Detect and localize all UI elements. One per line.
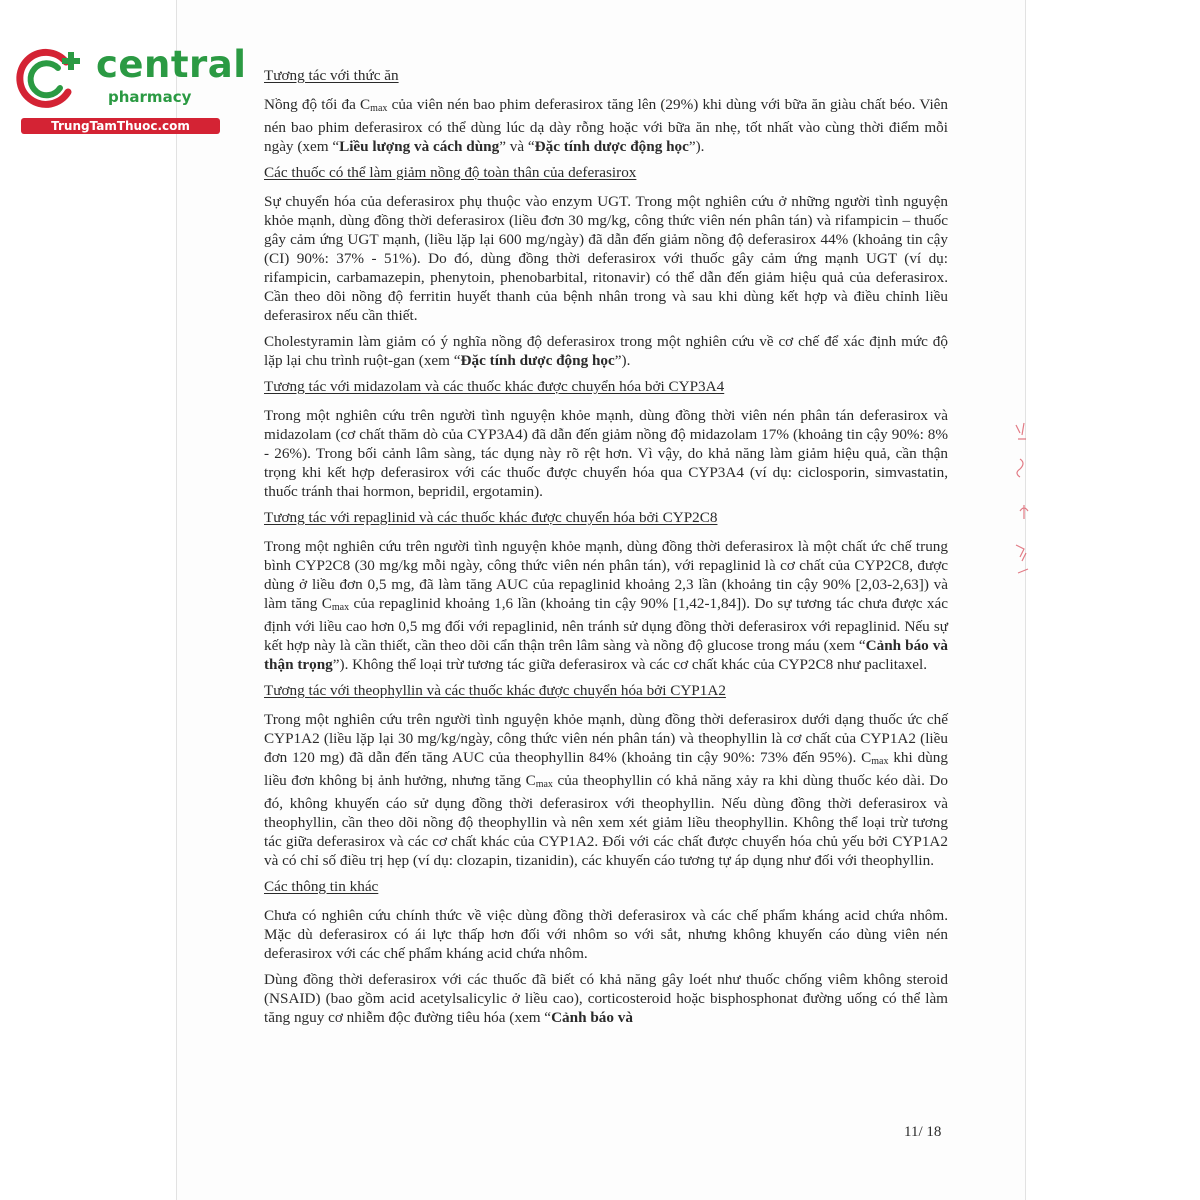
subscript: max bbox=[370, 103, 388, 114]
bold-reference: Liều lượng và cách dùng bbox=[339, 138, 500, 155]
section-paragraph bbox=[264, 906, 948, 963]
text-run: ”). Không thể loại trừ tương tác giữa deferasirox và các cơ chất khác của CYP2C8 như paclitaxel. bbox=[332, 656, 928, 673]
text-run: Trong một nghiên cứu trên người tình nguyện khỏe mạnh, dùng đồng thời deferasirox dưới dạng thuốc ức chế CYP1A2 (liều lặp lại 30 mg/kg/ngày, công thức viên nén phân tán) và theophyllin là cơ chất của CYP1A2 (liều đơn 120 mg) đã dẫn đến tăng AUC của theophyllin 84% (khoảng tin cậy 90%: 73% đến 95%). C bbox=[264, 711, 948, 766]
bold-reference: Đặc tính dược động học bbox=[460, 352, 615, 369]
subscript: max bbox=[331, 602, 350, 613]
logo-subtitle: pharmacy bbox=[108, 88, 192, 106]
text-run: Sự chuyển hóa của deferasirox phụ thuộc vào enzym UGT. Trong một nghiên cứu ở những người tình nguyện khỏe mạnh, dùng đồng thời deferasirox (liều đơn 30 mg/kg, công thức viên nén phân tán) và rifampicin – thuốc gây cảm ứng UGT mạnh, (liều lặp lại 600 mg/ngày) đã dẫn đến giảm nồng độ deferasirox 44% (khoảng tin cậy (CI) 90%: 37% - 51%). Do đó, dùng đồng thời deferasirox với thuốc gây cảm ứng mạnh UGT (ví dụ: rifampicin, carbamazepin, phenytoin, phenobarbital, ritonavir) có thể dẫn đến giảm hiệu quả của deferasirox. Cần theo dõi nồng độ ferritin huyết thanh của bệnh nhân trong và sau khi dùng kết hợp và điều chỉnh liều deferasirox nếu cần thiết. bbox=[264, 193, 948, 324]
bold-reference: Cảnh báo và thận trọng bbox=[264, 637, 948, 673]
section-paragraph bbox=[264, 537, 948, 674]
text-run: Trong một nghiên cứu trên người tình nguyện khỏe mạnh, dùng đồng thời deferasirox là một chất ức chế trung bình CYP2C8 (30 mg/kg mỗi ngày, công thức viên nén phân tán), với repaglinid là cơ chất của CYP2C8, được dùng ở liều đơn 0,5 mg, đã làm tăng AUC của repaglinid khoảng 2,3 lần (khoảng tin cậy 90% [2,03-2,63]) và làm tăng C bbox=[264, 538, 948, 612]
section-paragraph bbox=[264, 192, 948, 325]
central-pharmacy-logo[interactable] bbox=[10, 38, 247, 138]
text-run: ”). bbox=[688, 138, 705, 155]
section-paragraph bbox=[264, 710, 948, 870]
subscript: max bbox=[535, 779, 553, 790]
logo-url-badge[interactable]: TrungTamThuoc.com bbox=[21, 118, 220, 134]
section-paragraph bbox=[264, 406, 948, 501]
section-heading: Các thuốc có thể làm giảm nồng độ toàn thân của deferasirox bbox=[264, 164, 637, 181]
section-heading: Tương tác với thức ăn bbox=[264, 67, 399, 84]
text-run: của repaglinid khoảng 1,6 lần (khoảng tin cậy 90% [1,42-1,84]). Do sự tương tác chưa được xác định với liều cao hơn 0,5 mg đối với repaglinid, nên tránh sử dụng đồng thời deferasirox với repaglinid. Nếu sự kết hợp này là cần thiết, cần theo dõi cẩn thận trên lâm sàng và nồng độ glucose trong máu (xem “ bbox=[264, 595, 948, 654]
section-paragraph bbox=[264, 970, 948, 1027]
text-run: Nồng độ tối đa C bbox=[264, 96, 371, 113]
section-heading: Tương tác với midazolam và các thuốc khác được chuyển hóa bởi CYP3A4 bbox=[264, 378, 725, 395]
section-heading: Tương tác với repaglinid và các thuốc khác được chuyển hóa bởi CYP2C8 bbox=[264, 509, 718, 526]
logo-brand-text: central bbox=[96, 43, 247, 86]
pharmacy-logo-icon bbox=[10, 38, 90, 118]
text-run: Chưa có nghiên cứu chính thức về việc dùng đồng thời deferasirox và các chế phẩm kháng acid chứa nhôm. Mặc dù deferasirox có ái lực thấp hơn đối với nhôm so với sắt, nhưng không khuyến cáo dùng viên nén deferasirox với các chế phẩm kháng acid chứa nhôm. bbox=[264, 907, 948, 962]
text-run: ”). bbox=[614, 352, 631, 369]
page-number: 11/ 18 bbox=[904, 1124, 942, 1140]
text-run: của theophyllin có khả năng xảy ra khi dùng thuốc kéo dài. Do đó, không khuyến cáo sử dụng đồng thời deferasirox với theophyllin. Nếu dùng đồng thời deferasirox và theophyllin, cần theo dõi nồng độ theophyllin và nên xem xét giảm liều theophyllin. Không thể loại trừ tương tác giữa deferasirox và các cơ chất khác của CYP1A2. Đối với các chất được chuyển hóa chủ yếu bởi CYP1A2 và có chỉ số điều trị hẹp (ví dụ: clozapin, tizanidin), các khuyến cáo tương tự áp dụng như đối với theophyllin. bbox=[264, 772, 948, 869]
text-run: Cholestyramin làm giảm có ý nghĩa nồng độ deferasirox trong một nghiên cứu về cơ chế để xác định mức độ lặp lại chu trình ruột-gan (xem “ bbox=[264, 333, 948, 369]
red-stamp-mark bbox=[1010, 415, 1036, 585]
section-heading: Các thông tin khác bbox=[264, 878, 379, 895]
bold-reference: Đặc tính dược động học bbox=[534, 138, 689, 155]
text-run: của viên nén bao phim deferasirox tăng lên (29%) khi dùng với bữa ăn giàu chất béo. Viên nén bao phim deferasirox có thể dùng lúc dạ dày rỗng hoặc với bữa ăn nhẹ, tốt nhất vào cùng thời điểm mỗi ngày (xem “ bbox=[264, 96, 948, 155]
text-run: Trong một nghiên cứu trên người tình nguyện khỏe mạnh, dùng đồng thời viên nén phân tán deferasirox và midazolam (cơ chất thăm dò của CYP3A4) đã dẫn đến giảm nồng độ midazolam 17% (khoảng tin cậy 90%: 8% - 26%). Trong bối cảnh lâm sàng, tác dụng này rõ rệt hơn. Vì vậy, do khả năng làm giảm hiệu quả, cần thận trọng khi kết hợp deferasirox với các thuốc được chuyển hóa qua CYP3A4 (ví dụ: ciclosporin, simvastatin, thuốc tránh thai hormon, bepridil, ergotamin). bbox=[264, 407, 948, 500]
text-run: Dùng đồng thời deferasirox với các thuốc đã biết có khả năng gây loét như thuốc chống viêm không steroid (NSAID) (bao gồm acid acetylsalicylic ở liều cao), corticosteroid hoặc bisphosphonat đường uống có thể làm tăng nguy cơ nhiễm độc đường tiêu hóa (xem “ bbox=[264, 971, 948, 1026]
text-run: ” và “ bbox=[499, 138, 535, 155]
section-paragraph bbox=[264, 332, 948, 370]
subscript: max bbox=[871, 756, 889, 767]
section-paragraph bbox=[264, 95, 948, 156]
section-heading: Tương tác với theophyllin và các thuốc khác được chuyển hóa bởi CYP1A2 bbox=[264, 682, 726, 699]
text-run: khi dùng liều đơn không bị ảnh hưởng, nhưng tăng C bbox=[264, 749, 948, 789]
document-body bbox=[264, 66, 948, 1034]
bold-reference: Cảnh báo và bbox=[551, 1009, 633, 1026]
